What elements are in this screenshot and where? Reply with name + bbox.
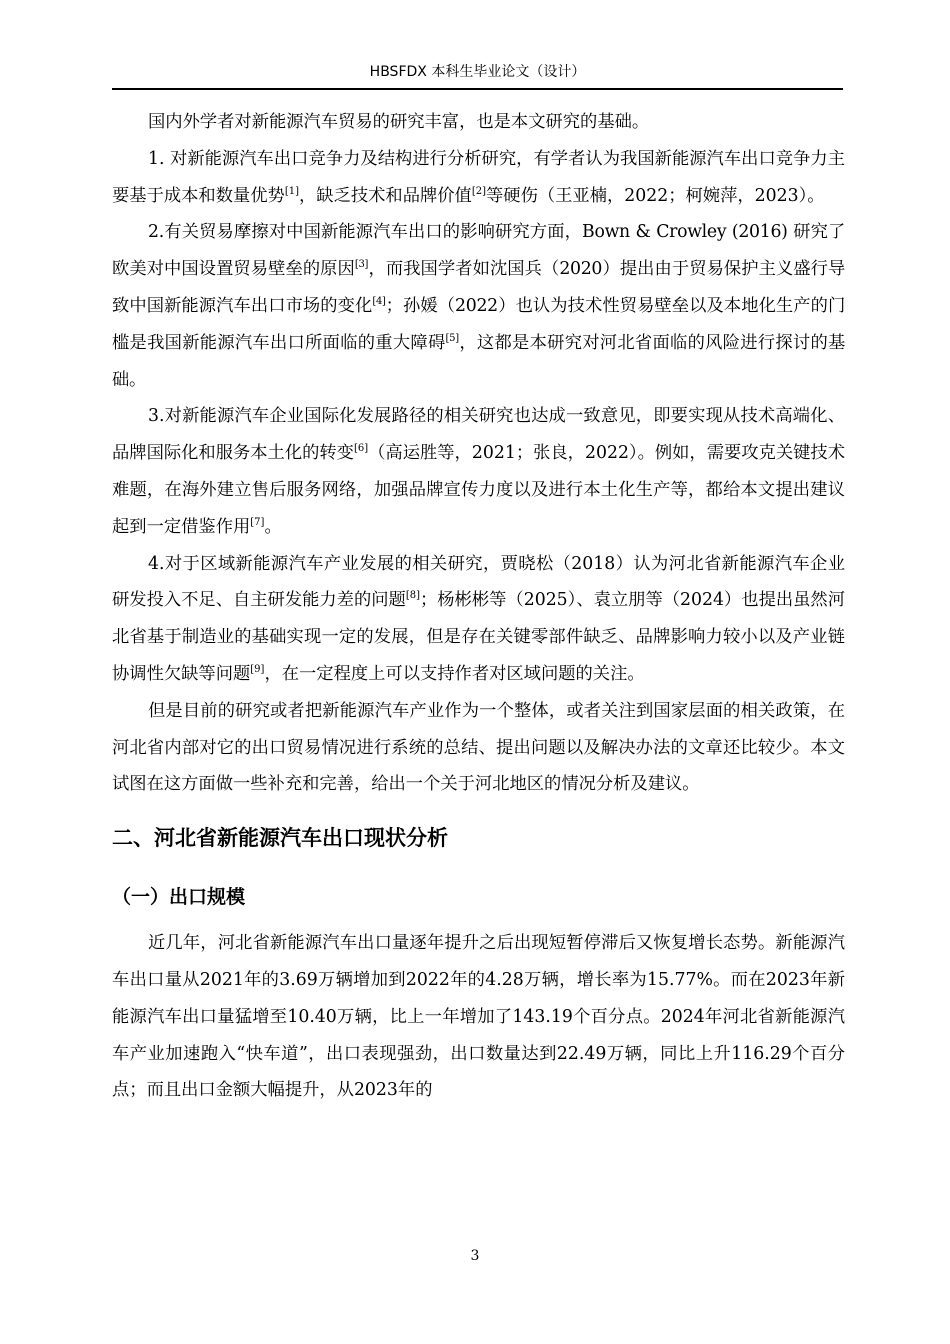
header-title: HBSFDX 本科生毕业论文（设计）: [369, 64, 586, 80]
citation-7: [7]: [250, 516, 265, 528]
review-2-text-c: ；孙媛（2022）也认为技术性贸易壁垒以及本地化生产的门槛是我国新能源汽车出口所面临的重大障碍: [112, 295, 845, 353]
review-4-text-c: ，在一定程度上可以支持作者对区域问题的关注。: [264, 663, 645, 684]
citation-2: [2]: [471, 185, 486, 197]
review-paragraph-3: [112, 398, 845, 545]
review-3-text-c: 。: [264, 516, 282, 537]
citation-8: [8]: [405, 590, 420, 602]
review-1-text-a: 1. 对新能源汽车出口竞争力及结构进行分析研究，有学者认为我国新能源汽车出口竞争力主要基于成本和数量优势: [112, 148, 845, 206]
review-1-text-c: 等硬伤（王亚楠，2022；柯婉萍，2023）。: [486, 185, 825, 206]
citation-3: [3]: [354, 259, 369, 271]
review-3-text-a: 3.对新能源汽车企业国际化发展路径的相关研究也达成一致意见，即要实现从技术高端化、品牌国际化和服务本土化的转变: [112, 406, 845, 464]
citation-4: [4]: [372, 295, 386, 307]
running-header: [112, 62, 843, 90]
review-2-text-d: ，这都是本研究对河北省面临的风险进行探讨的基础。: [112, 332, 845, 390]
gap-paragraph: 但是目前的研究或者把新能源汽车产业作为一个整体，或者关注到国家层面的相关政策，在河北省内部对它的出口贸易情况进行系统的总结、提出问题以及解决办法的文章还比较少。本文试图在这方面做一些补充和完善，给出一个关于河北地区的情况分析及建议。: [112, 700, 845, 795]
review-4-text-b: ；杨彬彬等（2025）、袁立朋等（2024）也提出虽然河北省基于制造业的基础实现一定的发展，但是存在关键零部件缺乏、品牌影响力较小以及产业链协调性欠缺等问题: [112, 590, 845, 684]
citation-6: [6]: [353, 443, 369, 455]
review-1-text-b: ，缺乏技术和品牌价值: [299, 185, 472, 206]
citation-9: [9]: [250, 663, 265, 675]
citation-1: [1]: [284, 185, 299, 197]
page-number: 3: [470, 1248, 480, 1264]
subsection-heading: （一）出口规模: [112, 886, 246, 909]
review-4-text-a: 4.对于区域新能源汽车产业发展的相关研究，贾晓松（2018）认为河北省新能源汽车企业研发投入不足、自主研发能力差的问题: [112, 553, 845, 611]
review-3-text-b: （高运胜等，2021；张良，2022）。例如，需要攻克关键技术难题，在海外建立售后服务网络，加强品牌宣传力度以及进行本土化生产等，都给本文提出建议起到一定借鉴作用: [112, 443, 845, 537]
review-2-text-a: 2.有关贸易摩擦对中国新能源汽车出口的影响研究方面，Bown & Crowley (2016) 研究了欧美对中国设置贸易壁垒的原因: [112, 222, 845, 280]
review-paragraph-2: [112, 214, 845, 398]
export-scale-paragraph: 近几年，河北省新能源汽车出口量逐年提升之后出现短暂停滞后又恢复增长态势。新能源汽车出口量从2021年的3.69万辆增加到2022年的4.28万辆，增长率为15.77%。而在2023年新能源汽车出口量猛增至10.40万辆，比上一年增加了143.19个百分点。2024年河北省新能源汽车产业加速跑入“快车道”，出口表现强劲，出口数量达到22.49万辆，同比上升116.29个百分点；而且出口金额大幅提升，从2023年的: [112, 933, 845, 1101]
section-heading: 二、河北省新能源汽车出口现状分析: [112, 826, 448, 851]
citation-5: [5]: [445, 332, 459, 344]
review-paragraph-1: [112, 141, 845, 215]
thesis-body: [112, 104, 845, 1109]
intro-paragraph: 国内外学者对新能源汽车贸易的研究丰富，也是本文研究的基础。: [148, 112, 650, 132]
review-2-text-b: ，而我国学者如沈国兵（2020）提出由于贸易保护主义盛行导致中国新能源汽车出口市场的变化: [112, 259, 845, 316]
review-paragraph-4: [112, 546, 845, 693]
